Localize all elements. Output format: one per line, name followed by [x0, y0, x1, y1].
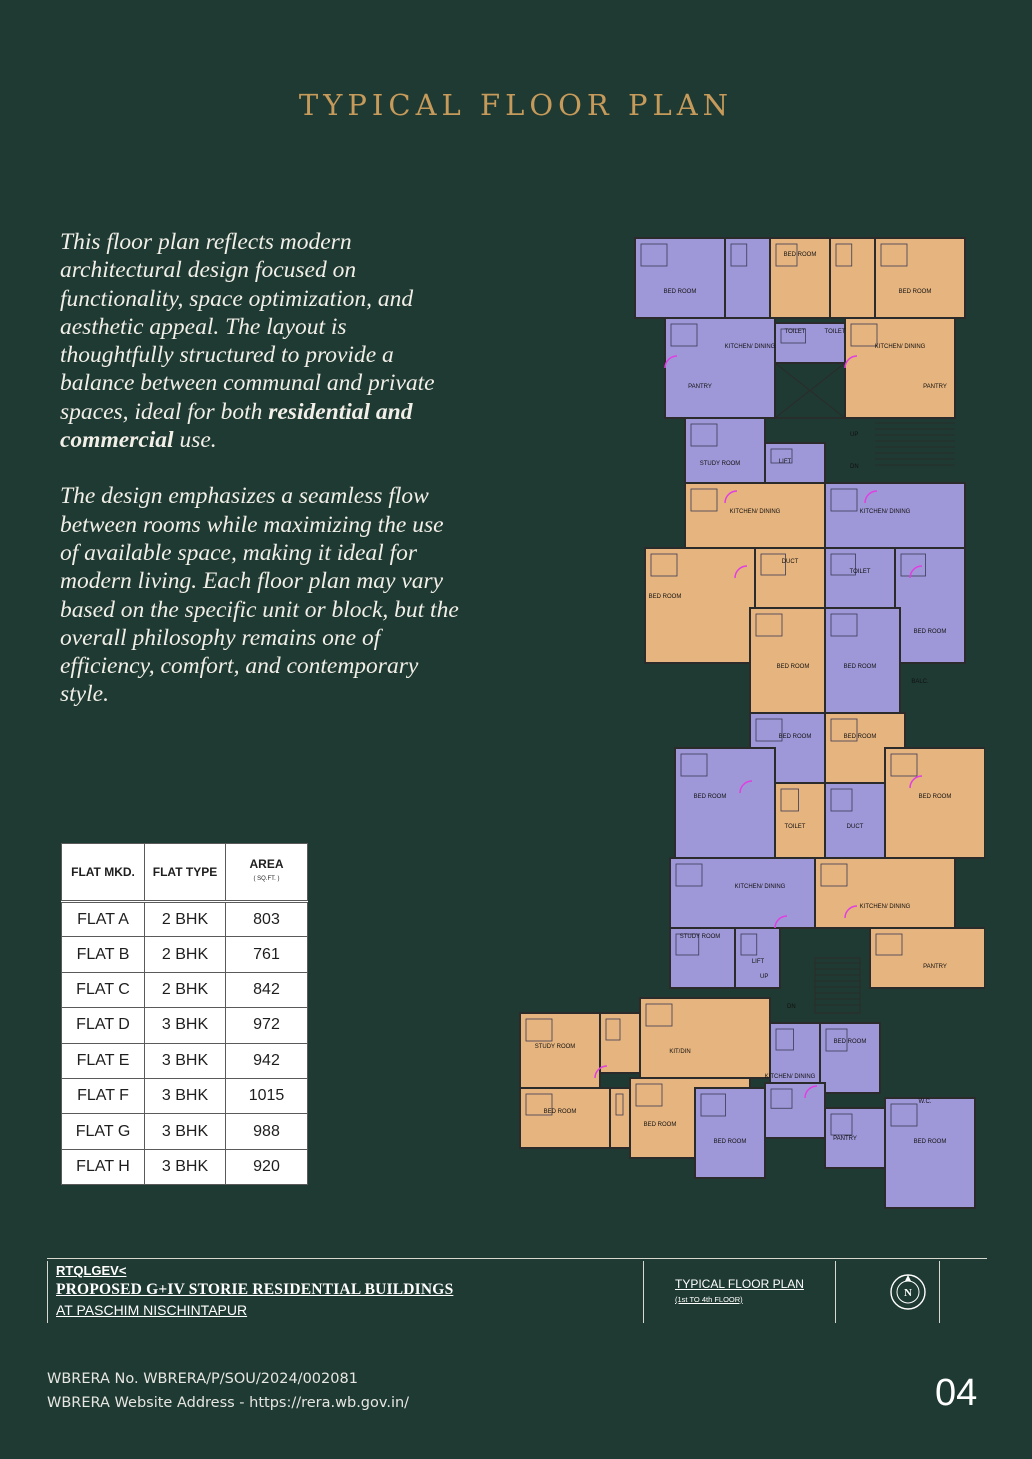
plan-room — [610, 1088, 630, 1148]
plan-room — [885, 748, 985, 858]
plan-room — [815, 858, 955, 928]
plan-room-label: BED ROOM — [898, 289, 932, 295]
cell-type: 3 BHK — [145, 1008, 226, 1043]
plan-room-label: STUDY ROOM — [534, 1044, 576, 1050]
cell-flat: FLAT F — [62, 1078, 145, 1113]
table-header-row — [62, 844, 308, 902]
cell-area: 842 — [226, 972, 308, 1007]
plan-room — [825, 783, 885, 858]
cell-area: 761 — [226, 937, 308, 972]
cell-flat: FLAT D — [62, 1008, 145, 1043]
plan-room — [520, 1088, 610, 1148]
page-title: TYPICAL FLOOR PLAN — [298, 88, 734, 122]
header-label: FLAT TYPE — [152, 864, 218, 879]
plan-room — [635, 238, 725, 318]
plan-room — [750, 608, 825, 713]
cell-type: 2 BHK — [145, 902, 226, 937]
table-row — [62, 902, 308, 937]
plan-room-label: BED ROOM — [843, 734, 877, 740]
header-flat-mkd — [62, 844, 145, 902]
cell-area: 972 — [226, 1008, 308, 1043]
plan-room-label: BED ROOM — [543, 1109, 577, 1115]
table-row — [62, 1149, 308, 1184]
plan-room-label: BED ROOM — [663, 289, 697, 295]
plan-room-label: KITCHEN/ DINING — [874, 344, 926, 350]
plan-room-label: KITCHEN/ DINING — [764, 1074, 816, 1080]
plan-room-label: BED ROOM — [778, 734, 812, 740]
plan-room-label: TOILET — [784, 824, 806, 830]
plan-room — [825, 548, 895, 608]
plan-up-label: UP — [760, 974, 769, 980]
table-row — [62, 972, 308, 1007]
cell-type: 2 BHK — [145, 937, 226, 972]
plan-room-label: BED ROOM — [843, 664, 877, 670]
cell-flat: FLAT E — [62, 1043, 145, 1078]
north-label: N — [904, 1287, 912, 1299]
floor-plan-drawing — [515, 228, 985, 1213]
north-arrow-icon — [889, 1273, 927, 1311]
divider — [939, 1261, 940, 1323]
plan-room — [830, 238, 875, 318]
plan-room-label: LIFT — [751, 959, 765, 965]
description-bold: residential and commercial — [60, 398, 413, 454]
project-code: RTQLGEV< — [56, 1263, 127, 1278]
header-unit: ( SQ.FT. ) — [253, 876, 280, 882]
plan-dn-label: DN — [850, 464, 859, 470]
plan-room — [825, 608, 900, 713]
header-flat-type — [145, 844, 226, 902]
title-block — [47, 1258, 987, 1324]
plan-room — [820, 1023, 880, 1093]
cell-area: 942 — [226, 1043, 308, 1078]
plan-room-label: DUCT — [781, 559, 799, 565]
plan-room-label: STUDY ROOM — [679, 934, 721, 940]
rera-number: WBRERA No. WBRERA/P/SOU/2024/002081 — [47, 1371, 358, 1387]
description-text-end: use. — [173, 427, 217, 454]
plan-up-label: UP — [850, 432, 859, 438]
cell-flat: FLAT G — [62, 1114, 145, 1149]
plan-room — [520, 1013, 600, 1088]
description-text: This floor plan reflects modern architectural design focused on functionality, space optimization, and aesthetic appeal. The layout is thoughtfully structured to provide a balance between communal and private spaces, ideal for both — [60, 229, 435, 425]
plan-room-label: BED ROOM — [913, 1139, 947, 1145]
plan-room-label: KITCHEN/ DINING — [734, 884, 786, 890]
plan-room-label: PANTRY — [688, 384, 712, 390]
plan-dn-label: DN — [787, 1004, 796, 1010]
plan-room-label: STUDY ROOM — [699, 461, 741, 467]
plan-room-label: W.C. — [918, 1099, 932, 1105]
cell-area: 803 — [226, 902, 308, 937]
plan-room-label: TOILET — [824, 329, 846, 335]
table-row — [62, 1078, 308, 1113]
cell-type: 3 BHK — [145, 1043, 226, 1078]
plan-room — [775, 783, 825, 858]
header-label: AREA — [249, 857, 284, 871]
flat-area-table — [61, 843, 308, 1185]
plan-room-label: TOILET — [784, 329, 806, 335]
project-name: PROPOSED G+IV STORIE RESIDENTIAL BUILDINGS — [56, 1281, 454, 1298]
plan-room-label: BED ROOM — [833, 1039, 867, 1045]
cell-type: 3 BHK — [145, 1114, 226, 1149]
plan-room-label: TOILET — [849, 569, 871, 575]
plan-room — [770, 238, 830, 318]
plan-room — [895, 548, 965, 663]
plan-title: TYPICAL FLOOR PLAN — [675, 1277, 804, 1291]
plan-room — [640, 998, 770, 1078]
cell-type: 2 BHK — [145, 972, 226, 1007]
plan-room-label: DUCT — [846, 824, 864, 830]
header-area — [226, 844, 308, 902]
divider — [47, 1261, 48, 1323]
plan-room-label: BED ROOM — [783, 252, 817, 258]
plan-room-label: KITCHEN/ DINING — [859, 904, 911, 910]
plan-room-label: LIFT — [778, 459, 792, 465]
divider — [835, 1261, 836, 1323]
project-location: AT PASCHIM NISCHINTAPUR — [56, 1302, 248, 1318]
plan-room — [665, 318, 775, 418]
cell-type: 3 BHK — [145, 1149, 226, 1184]
cell-area: 988 — [226, 1114, 308, 1149]
plan-room — [825, 483, 965, 548]
plan-room — [765, 1083, 825, 1138]
cell-area: 920 — [226, 1149, 308, 1184]
plan-room-label: BED ROOM — [643, 1122, 677, 1128]
plan-room-label: KIT/DIN — [669, 1049, 691, 1055]
plan-room — [725, 238, 770, 318]
plan-room — [685, 483, 825, 548]
cell-type: 3 BHK — [145, 1078, 226, 1113]
plan-room — [695, 1088, 765, 1178]
cell-flat: FLAT H — [62, 1149, 145, 1184]
plan-room-label: KITCHEN/ DINING — [859, 509, 911, 515]
floor-plan-svg — [515, 228, 985, 1213]
plan-room-label: KITCHEN/ DINING — [729, 509, 781, 515]
plan-room — [670, 858, 820, 928]
plan-floors: (1st TO 4th FLOOR) — [675, 1295, 743, 1304]
table-row — [62, 937, 308, 972]
cell-flat: FLAT A — [62, 902, 145, 937]
plan-room — [675, 748, 775, 858]
plan-room — [645, 548, 755, 663]
plan-room — [875, 238, 965, 318]
plan-room-label: BED ROOM — [693, 794, 727, 800]
plan-room-label: KITCHEN/ DINING — [724, 344, 776, 350]
plan-room — [755, 548, 825, 608]
page-number: 04 — [935, 1372, 978, 1414]
rera-website: WBRERA Website Address - https://rera.wb.gov.in/ — [47, 1395, 410, 1411]
plan-room-label: BED ROOM — [913, 629, 947, 635]
description-paragraph-2: The design emphasizes a seamless flow between rooms while maximizing the use of available space, making it ideal for modern living. Each floor plan may vary based on the specific unit or block, but the overall philosophy remains one of efficiency, comfort, and contemporary style. — [60, 483, 459, 708]
table-row — [62, 1043, 308, 1078]
plan-room — [685, 418, 765, 483]
table-row — [62, 1008, 308, 1043]
description-paragraph-1 — [60, 228, 460, 454]
divider — [643, 1261, 644, 1323]
plan-room-label: BED ROOM — [648, 594, 682, 600]
cell-area: 1015 — [226, 1078, 308, 1113]
description — [60, 228, 460, 737]
plan-room-label: BED ROOM — [918, 794, 952, 800]
plan-room — [870, 928, 985, 988]
plan-room-label: PANTRY — [923, 384, 947, 390]
cell-flat: FLAT B — [62, 937, 145, 972]
plan-room — [735, 928, 780, 988]
plan-room-label: PANTRY — [833, 1136, 857, 1142]
plan-room-label: BED ROOM — [713, 1139, 747, 1145]
plan-room-label: BALC. — [911, 679, 929, 685]
plan-room — [845, 318, 955, 418]
plan-room — [885, 1098, 975, 1208]
table-row — [62, 1114, 308, 1149]
header-label: FLAT MKD. — [71, 864, 135, 879]
cell-flat: FLAT C — [62, 972, 145, 1007]
plan-room-label: PANTRY — [923, 964, 947, 970]
plan-room-label: BED ROOM — [776, 664, 810, 670]
